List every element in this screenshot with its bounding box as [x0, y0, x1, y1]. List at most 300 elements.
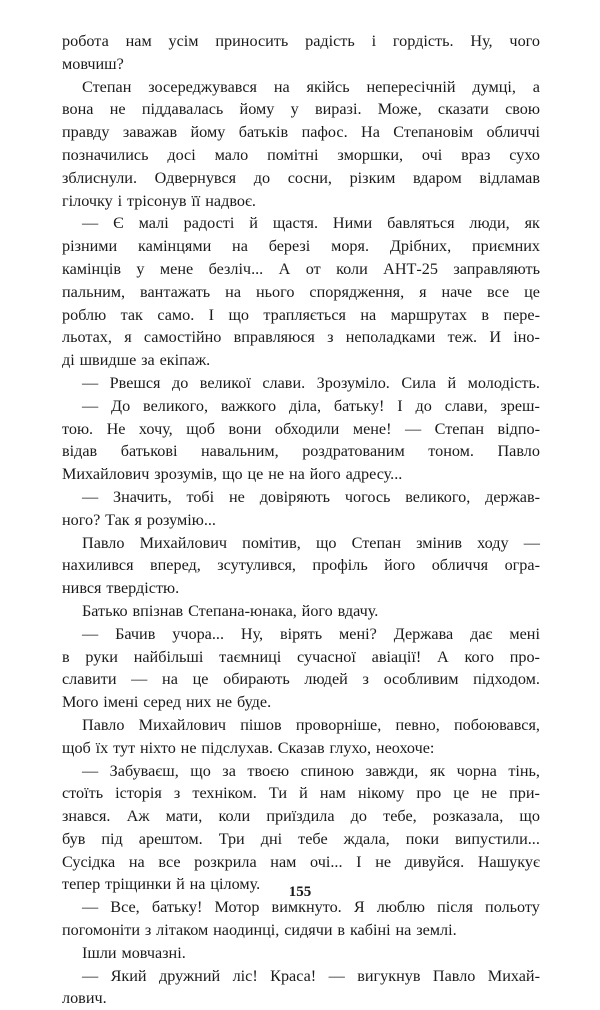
word: — — [82, 966, 99, 985]
word: все — [158, 852, 181, 871]
word: поки — [405, 829, 440, 848]
word: побоювався, — [453, 715, 540, 734]
word: батьку! — [151, 898, 203, 917]
word: тобі — [186, 487, 215, 506]
word: Який — [110, 966, 147, 985]
word: вдачу. — [337, 601, 379, 620]
text-line — [62, 212, 540, 235]
word: досі — [167, 145, 196, 164]
word: лович. — [62, 989, 107, 1008]
word: зморшки, — [337, 145, 404, 164]
word: кабіні — [349, 921, 391, 940]
word: зсутулився, — [217, 556, 296, 575]
word: моря. — [331, 237, 370, 256]
word: теж. — [447, 328, 478, 347]
word: й — [447, 373, 457, 392]
text-line — [62, 121, 540, 144]
word: славити — [62, 670, 117, 689]
word: не — [180, 738, 197, 757]
word: на — [225, 282, 242, 301]
text-line — [62, 144, 540, 167]
word: погомоніти — [62, 921, 141, 940]
word: кого — [464, 647, 494, 666]
word: відав — [62, 442, 98, 461]
word: підходом. — [473, 670, 540, 689]
word: нахилився — [62, 556, 134, 575]
word: очі... — [310, 852, 343, 871]
word: свою — [505, 100, 540, 119]
word: з — [173, 784, 181, 803]
word: пере- — [503, 305, 540, 324]
word: помітні — [267, 145, 319, 164]
word: Степановім — [393, 123, 474, 142]
text-line — [62, 190, 540, 213]
word: дає — [470, 624, 493, 643]
word: щоб — [62, 738, 91, 757]
text-line — [62, 167, 540, 190]
word: нам — [270, 852, 297, 871]
word: спорядження, — [309, 282, 405, 301]
word: стоїть — [62, 784, 104, 803]
word: нього — [255, 282, 295, 301]
word: ніхто — [140, 738, 176, 757]
text-line — [62, 235, 540, 258]
word: їх — [95, 738, 109, 757]
word: на — [288, 465, 305, 484]
text-line — [62, 851, 540, 874]
word: слави. — [262, 373, 306, 392]
word: твоєю — [247, 761, 290, 780]
word: мати, — [165, 807, 203, 826]
word: Ішли — [82, 943, 117, 962]
word: з — [144, 921, 152, 940]
word: знався. — [62, 807, 111, 826]
word: радість — [305, 32, 355, 50]
word: робота — [62, 32, 109, 50]
word: іно- — [513, 328, 540, 347]
word: на — [273, 77, 290, 96]
word: от — [305, 259, 321, 278]
word: льотах, — [62, 328, 112, 347]
word: в — [337, 921, 346, 940]
word: Бачив — [115, 624, 156, 643]
word: Рвешся — [109, 373, 161, 392]
text-line — [62, 326, 540, 349]
word: до — [350, 807, 368, 826]
word: мало — [214, 145, 249, 164]
word: надвоє. — [205, 191, 256, 210]
word: так — [120, 305, 143, 324]
word: — — [328, 966, 345, 985]
word: нився — [62, 579, 102, 598]
word: за — [222, 761, 236, 780]
word: Михайлович — [138, 715, 227, 734]
word: Ну, — [470, 32, 493, 50]
word: батькові — [120, 442, 178, 461]
word: Краса! — [270, 966, 317, 985]
word: й — [176, 875, 185, 894]
word: само. — [157, 305, 195, 324]
word: До — [111, 396, 131, 415]
word: неполадками — [345, 328, 436, 347]
word: Мого — [62, 693, 99, 712]
word: Дрібних, — [389, 237, 452, 256]
word: пафос. — [301, 123, 348, 142]
word: очі — [421, 145, 443, 164]
word: гордість. — [392, 32, 454, 50]
text-line — [62, 76, 540, 99]
word: спиною — [300, 761, 354, 780]
word: діла, — [288, 396, 322, 415]
text-line — [62, 304, 540, 327]
word: АНТ-25 — [383, 259, 438, 278]
word: сказати — [437, 100, 489, 119]
text-line — [62, 463, 540, 486]
text-line — [62, 737, 540, 760]
word: я — [419, 282, 427, 301]
word: заправляють — [453, 259, 540, 278]
word: це — [524, 282, 540, 301]
word: вантажать — [140, 282, 211, 301]
word: І — [208, 305, 215, 324]
word: на — [128, 852, 145, 871]
word: буде. — [236, 693, 272, 712]
word: камінцями — [138, 237, 212, 256]
word: Значить, — [113, 487, 172, 506]
word: заважав — [122, 123, 178, 142]
word: людей — [304, 670, 348, 689]
word: Степан — [351, 533, 401, 552]
word: не — [481, 784, 498, 803]
word: при- — [509, 784, 540, 803]
word: Все, — [110, 898, 140, 917]
word: тою. — [62, 419, 94, 438]
word: Михай- — [487, 966, 540, 985]
word: якійсь — [306, 77, 350, 96]
text-line — [62, 440, 540, 463]
text-line — [62, 760, 540, 783]
word: історія — [115, 784, 162, 803]
word: певно, — [395, 715, 440, 734]
word: ліс! — [232, 966, 258, 985]
word: відпо- — [497, 419, 540, 438]
text-line — [62, 258, 540, 281]
word: слави, — [444, 396, 488, 415]
text-line — [62, 782, 540, 805]
word: — — [131, 670, 148, 689]
word: обличчі — [486, 123, 540, 142]
word: вдаром — [412, 168, 462, 187]
word: — — [523, 533, 540, 552]
word: непересічній — [366, 77, 456, 96]
word: різними — [62, 237, 118, 256]
word: обирають — [223, 670, 290, 689]
word: наче — [441, 282, 473, 301]
word: чогось — [344, 487, 391, 506]
word: не — [216, 693, 233, 712]
word: батьків — [238, 123, 289, 142]
word: мовчазні. — [121, 943, 186, 962]
word: А — [278, 259, 291, 278]
word: на — [232, 237, 248, 256]
word: підслухав. — [201, 738, 273, 757]
word: — — [82, 373, 99, 392]
text-line — [62, 486, 540, 509]
word: бавляться — [387, 214, 455, 233]
word: арештом. — [138, 829, 203, 848]
word: Сказав — [277, 738, 325, 757]
word: різким — [349, 168, 396, 187]
word: я — [134, 510, 142, 529]
word: Є — [113, 214, 124, 233]
word: на — [360, 305, 377, 324]
word: І — [356, 852, 362, 871]
word: Сила — [401, 373, 437, 392]
word: тінь, — [508, 761, 540, 780]
text-line — [62, 349, 540, 372]
word: — — [82, 214, 99, 233]
text-line — [62, 668, 540, 691]
word: авіації! — [371, 647, 422, 666]
word: Степана-юнака, — [188, 601, 297, 620]
word: На — [361, 123, 380, 142]
word: все — [487, 282, 510, 301]
word: що — [315, 533, 337, 552]
word: за — [141, 351, 155, 370]
word: Аж — [126, 807, 150, 826]
word: великого, — [143, 396, 209, 415]
word: Ти — [268, 784, 288, 803]
word: люблю — [376, 898, 425, 917]
text-line — [62, 532, 540, 555]
word: Одвернувся — [154, 168, 237, 187]
word: враз — [461, 145, 491, 164]
word: коли — [218, 807, 251, 826]
text-line — [62, 942, 540, 965]
word: таємниці — [219, 647, 282, 666]
word: роблю — [62, 305, 107, 324]
word: гілочку — [62, 191, 113, 210]
word: Забуваєш, — [109, 761, 179, 780]
word: випустили... — [455, 829, 540, 848]
word: на — [162, 670, 178, 689]
word: адресу... — [345, 465, 403, 484]
word: ного? — [62, 510, 101, 529]
word: приносить — [215, 32, 289, 50]
word: тоном. — [428, 442, 474, 461]
word: Держава — [393, 624, 454, 643]
word: мовчиш? — [62, 54, 124, 73]
word: трісонув — [126, 191, 187, 210]
word: батьку! — [333, 396, 385, 415]
text-line — [62, 30, 540, 53]
word: Ними — [332, 214, 373, 233]
word: тебе, — [383, 807, 417, 826]
word: пальним, — [62, 282, 126, 301]
word: вперед, — [149, 556, 201, 575]
word: думці, — [472, 77, 516, 96]
word: зблиснули. — [62, 168, 137, 187]
text-line — [62, 98, 540, 121]
word: до — [171, 373, 189, 392]
word: ждала, — [343, 829, 390, 848]
word: хочу, — [138, 419, 173, 438]
word: вони — [228, 419, 262, 438]
word: приїздила — [266, 807, 335, 826]
word: люди, — [469, 214, 510, 233]
word: дивуйся. — [404, 852, 465, 871]
word: держав- — [485, 487, 540, 506]
text-line — [62, 646, 540, 669]
text-line — [62, 418, 540, 441]
word: усім — [168, 32, 199, 50]
word: довіряють — [259, 487, 331, 506]
word: що — [190, 761, 211, 780]
word: найбільші — [133, 647, 204, 666]
word: в — [481, 305, 490, 324]
word: впізнав — [132, 601, 184, 620]
word: учора... — [172, 624, 224, 643]
text-line — [62, 714, 540, 737]
word: й — [299, 784, 308, 803]
word: а — [532, 77, 540, 96]
word: в — [62, 647, 70, 666]
word: як — [524, 214, 540, 233]
word: й — [249, 214, 258, 233]
word: безліч... — [208, 259, 264, 278]
word: мені? — [339, 624, 377, 643]
word: особливим — [383, 670, 459, 689]
body-text — [62, 30, 540, 1010]
word: мене! — [352, 419, 392, 438]
word: зрозумів, — [154, 465, 218, 484]
word: щоб — [186, 419, 215, 438]
word: вона — [62, 100, 94, 119]
word: великої — [199, 373, 251, 392]
word: — — [404, 419, 422, 438]
word: тепер — [62, 875, 101, 894]
word: цілому. — [210, 875, 261, 894]
word: наодинці, — [213, 921, 280, 940]
word: мене — [159, 259, 194, 278]
word: літаком — [156, 921, 209, 940]
word: тут — [113, 738, 136, 757]
page-number: 155 — [288, 884, 312, 900]
word: огра- — [504, 556, 540, 575]
word: Павло — [82, 715, 125, 734]
text-line — [62, 509, 540, 532]
word: його — [309, 465, 341, 484]
word: — — [82, 624, 99, 643]
word: молодість. — [467, 373, 540, 392]
text-line — [62, 372, 540, 395]
word: у — [290, 100, 299, 119]
word: не — [268, 465, 285, 484]
word: розказала, — [432, 807, 504, 826]
word: маршрутах — [390, 305, 467, 324]
word: чорна — [456, 761, 497, 780]
word: нікому — [357, 784, 405, 803]
word: Степан — [434, 419, 484, 438]
word: радості — [183, 214, 235, 233]
text-line — [62, 577, 540, 600]
word: екіпаж. — [159, 351, 211, 370]
word: Михайлович — [62, 465, 150, 484]
word: розумію... — [146, 510, 216, 529]
word: них — [185, 693, 212, 712]
word: дні — [260, 829, 283, 848]
word: вправляюся — [233, 328, 315, 347]
word: мені — [509, 624, 540, 643]
word: правду — [62, 123, 110, 142]
text-line — [62, 281, 540, 304]
word: його — [384, 556, 416, 575]
word: я — [124, 328, 132, 347]
word: обличчя — [431, 556, 489, 575]
word: зреш- — [500, 396, 540, 415]
word: як — [429, 761, 446, 780]
word: піддавалась — [141, 100, 224, 119]
text-line — [62, 805, 540, 828]
word: розкрила — [194, 852, 257, 871]
word: у — [136, 259, 145, 278]
word: важкого — [220, 396, 277, 415]
word: тріщинки — [105, 875, 172, 894]
word: ходу — [477, 533, 509, 552]
word: про- — [509, 647, 540, 666]
word: вигукнув — [357, 966, 421, 985]
word: не — [229, 487, 245, 506]
text-line — [62, 395, 540, 418]
word: твердістю. — [106, 579, 180, 598]
text-line — [62, 554, 540, 577]
word: це — [247, 465, 264, 484]
word: нам — [125, 32, 152, 50]
word: навальним, — [200, 442, 279, 461]
word: що — [519, 807, 540, 826]
word: обходили — [274, 419, 340, 438]
word: Нашукує — [477, 852, 540, 871]
word: чого — [509, 32, 540, 50]
word: що — [222, 465, 243, 484]
word: до — [253, 168, 271, 187]
word: з — [362, 670, 369, 689]
word: вирaзі. — [314, 100, 362, 119]
word: техніком. — [192, 784, 257, 803]
word: Я — [353, 898, 365, 917]
word: зосереджувався — [148, 77, 257, 96]
word: сухо — [509, 145, 540, 164]
word: під — [101, 829, 123, 848]
word: камінців — [62, 259, 122, 278]
word: швидше — [79, 351, 137, 370]
word: це — [453, 784, 470, 803]
word: помітив, — [242, 533, 301, 552]
word: змінив — [416, 533, 463, 552]
word: ді — [62, 351, 75, 370]
word: вірять — [280, 624, 323, 643]
word: Не — [106, 419, 126, 438]
word: малі — [138, 214, 169, 233]
word: з — [327, 328, 334, 347]
word: руки — [85, 647, 118, 666]
word: йому — [239, 100, 275, 119]
word: щастя. — [272, 214, 319, 233]
word: сидячи — [284, 921, 333, 940]
word: вимкнуто. — [271, 898, 342, 917]
word: йому — [190, 123, 226, 142]
word: І — [397, 396, 403, 415]
